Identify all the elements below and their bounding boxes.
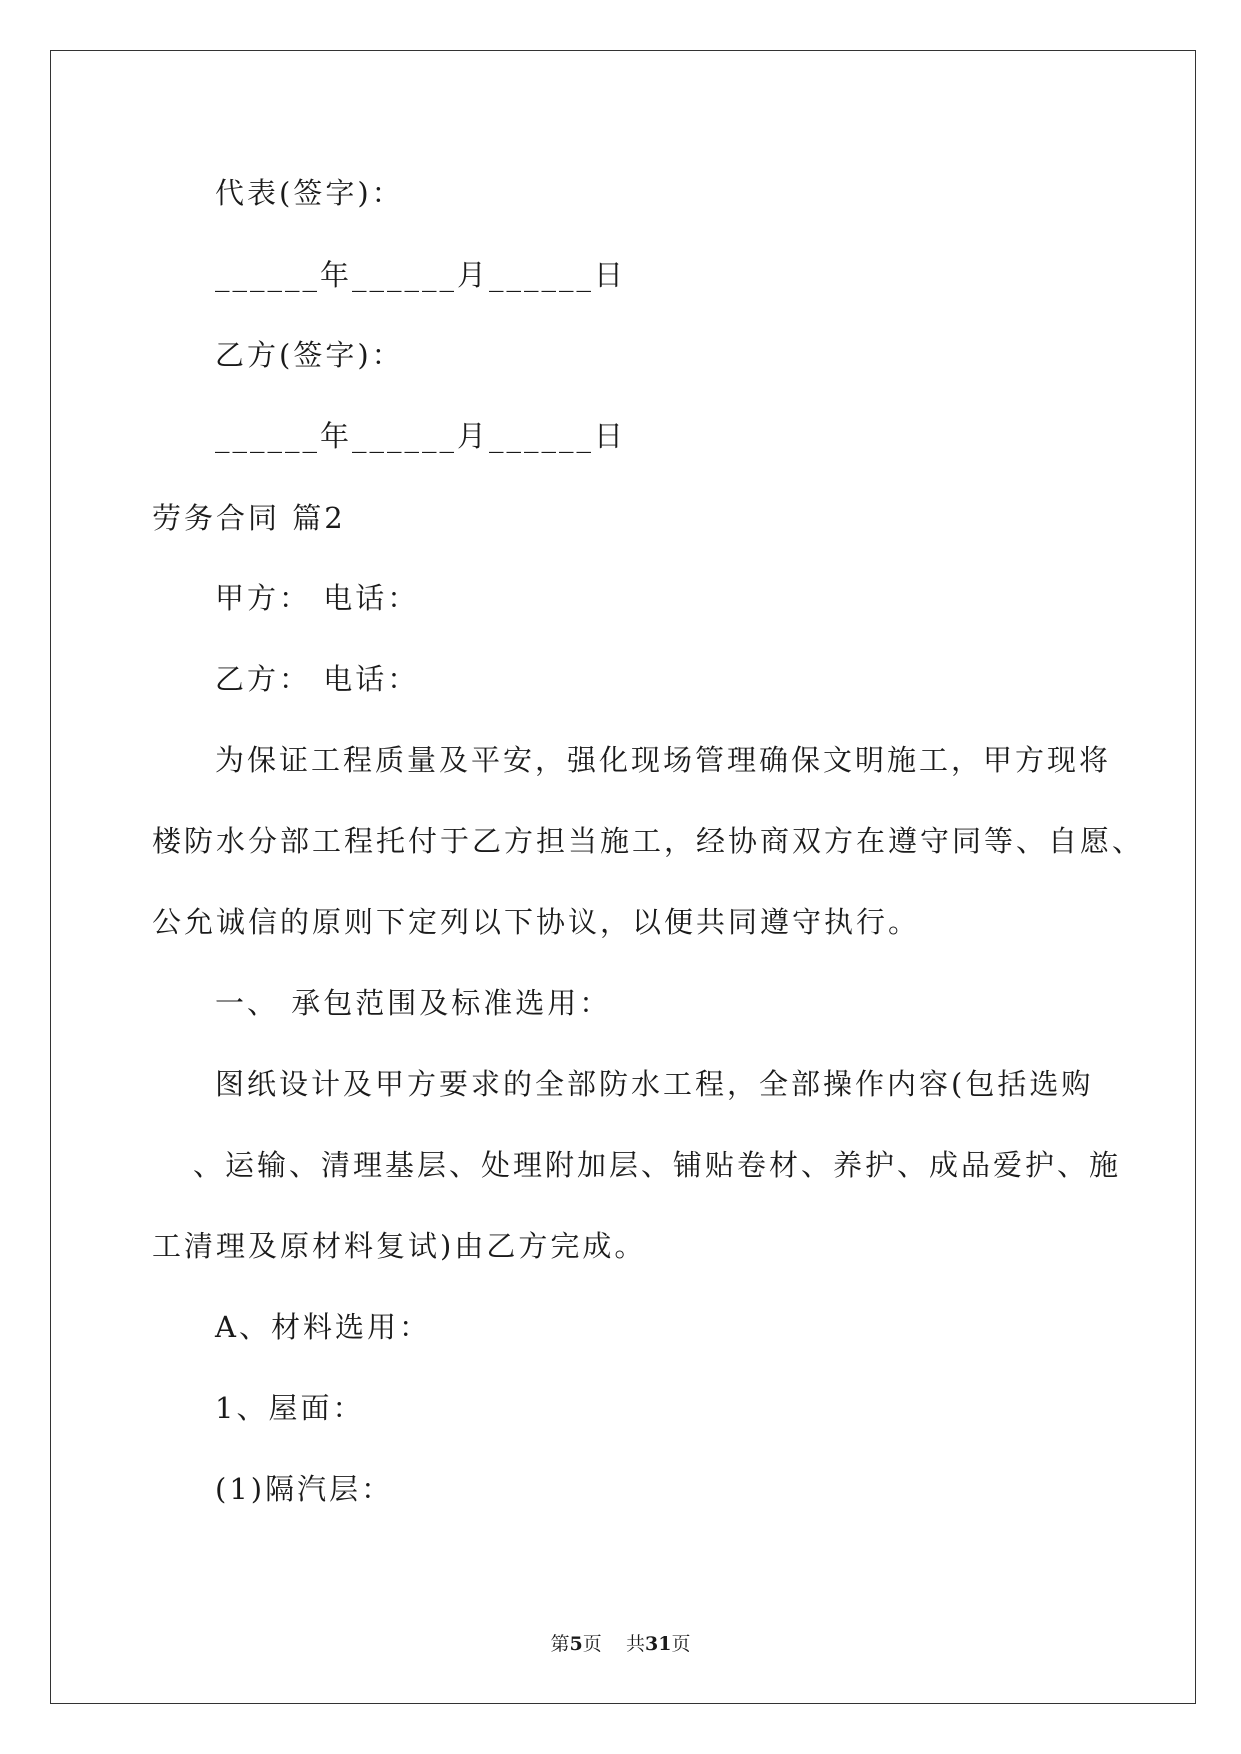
subclause-item: 1、屋面： — [215, 1391, 365, 1425]
paragraph-line: 公允诚信的原则下定列以下协议，以便共同遵守执行。 — [152, 905, 921, 939]
page-border — [50, 50, 1196, 1704]
total-prefix: 共 — [625, 1633, 645, 1655]
total-pages: 31 — [644, 1633, 672, 1655]
subclause-heading: A、材料选用： — [215, 1310, 431, 1344]
section-title: 劳务合同 篇2 — [152, 501, 346, 535]
paragraph-line: 图纸设计及甲方要求的全部防水工程，全部操作内容(包括选购 — [215, 1067, 1094, 1101]
paragraph-line: 为保证工程质量及平安，强化现场管理确保文明施工，甲方现将 — [215, 743, 1112, 777]
page-suffix: 页 — [582, 1633, 602, 1655]
page-prefix: 第 — [550, 1633, 570, 1655]
page-number: 5 — [569, 1633, 583, 1655]
paragraph-line: 、运输、清理基层、处理附加层、铺贴卷材、养护、成品爱护、施 — [193, 1148, 1122, 1182]
total-suffix: 页 — [671, 1633, 691, 1655]
party-b-phone-line: 乙方： 电话： — [215, 662, 420, 696]
subclause-item: (1)隔汽层： — [215, 1472, 394, 1506]
paragraph-line: 工清理及原材料复试)由乙方完成。 — [152, 1229, 647, 1263]
representative-signature-line: 代表(签字)： — [215, 176, 404, 210]
party-a-phone-line: 甲方： 电话： — [215, 581, 420, 615]
paragraph-line: 楼防水分部工程托付于乙方担当施工，经协商双方在遵守同等、自愿、 — [152, 824, 1145, 858]
page-footer — [0, 1632, 1241, 1656]
date-line-2: ______年______月______日 — [215, 419, 627, 453]
party-b-signature-line: 乙方(签字)： — [215, 338, 404, 372]
date-line-1: ______年______月______日 — [215, 258, 627, 292]
clause-heading: 一、 承包范围及标准选用： — [215, 986, 612, 1020]
